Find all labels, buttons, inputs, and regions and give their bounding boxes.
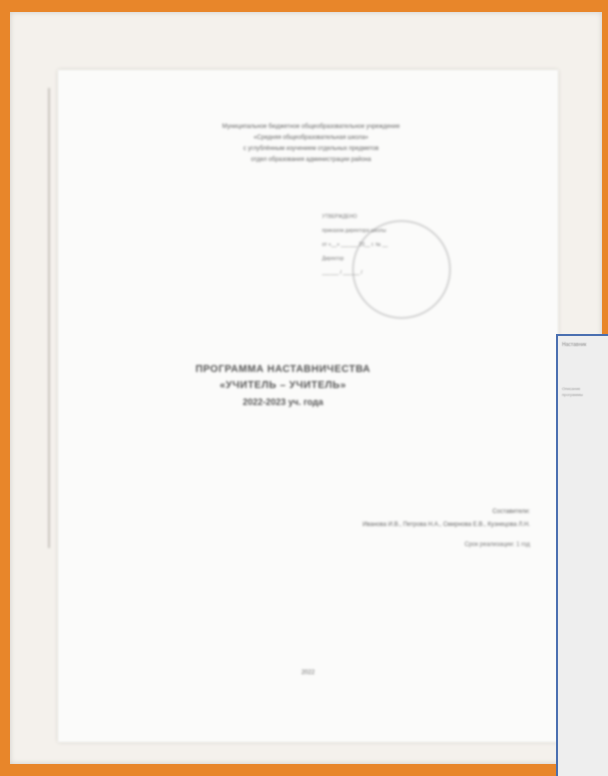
- header-line: Муниципальное бюджетное общеобразовательное учреждение: [222, 124, 400, 130]
- implementation-term: Срок реализации: 1 год: [464, 542, 530, 548]
- document-header: [104, 122, 518, 166]
- program-title: [118, 362, 448, 410]
- approval-line: Директор: [322, 256, 344, 262]
- compilers-label: Составители:: [492, 509, 530, 515]
- approval-line: приказом директора школы: [322, 228, 387, 234]
- overlay-text: Описание программы: [562, 386, 583, 397]
- approval-block: [322, 210, 502, 280]
- compilers-block: [138, 506, 530, 532]
- title-line: «УЧИТЕЛЬ – УЧИТЕЛЬ»: [219, 380, 347, 391]
- title-line: ПРОГРАММА НАСТАВНИЧЕСТВА: [195, 364, 371, 375]
- document-page: [58, 70, 558, 742]
- approval-line: ______ / ______ /: [322, 270, 363, 276]
- header-line: «Средняя общеобразовательная школа»: [253, 135, 369, 141]
- compilers-names: Иванова И.В., Петрова Н.А., Смирнова Е.В., Кузнецова Л.Н.: [362, 522, 530, 528]
- approval-line: УТВЕРЖДЕНО: [322, 214, 358, 220]
- page-binding-line: [48, 88, 50, 548]
- title-line: 2022-2023 уч. года: [242, 397, 324, 407]
- header-line: отдел образования администрации района: [250, 157, 372, 163]
- header-line: с углублённым изучением отдельных предметов: [243, 146, 379, 152]
- approval-line: от «__» ______ 20__ г. № __: [322, 242, 388, 248]
- overlay-window[interactable]: [556, 334, 608, 776]
- overlay-title: Наставник: [562, 342, 587, 348]
- city-year: 2022: [301, 670, 315, 676]
